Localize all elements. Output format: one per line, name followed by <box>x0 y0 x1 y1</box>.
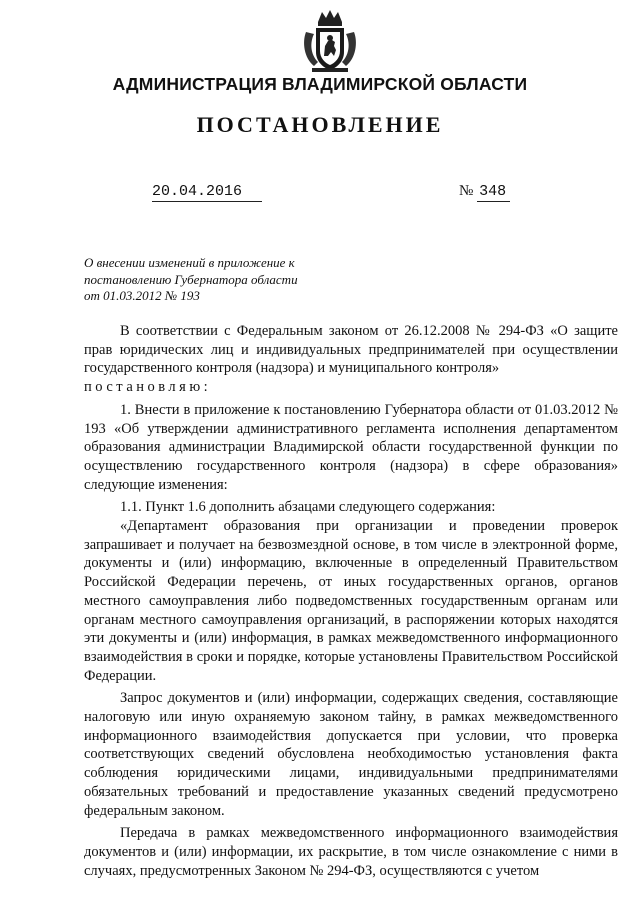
subject-line: О внесении изменений в приложение к <box>84 255 295 270</box>
document-type-title: ПОСТАНОВЛЕНИЕ <box>196 112 444 137</box>
organization-title: АДМИНИСТРАЦИЯ ВЛАДИМИРСКОЙ ОБЛАСТИ <box>112 74 528 94</box>
item-1-1-paragraph: 1.1. Пункт 1.6 дополнить абзацами следующего содержания: <box>120 499 496 516</box>
document-body <box>84 322 618 880</box>
document-subject <box>84 255 314 305</box>
item-1-paragraph: 1. Внести в приложение к постановлению Губернатора области от 01.03.2012 № 193 «Об утверждении административного регламента исполнения департаментом образования администрации Владимирской области государственной функции по осуществлению государственного контроля (надзора) в сфере образования» следующие изменения: <box>84 401 618 493</box>
number-value: 348 <box>477 183 510 202</box>
subject-line: постановлению Губернатора области <box>84 271 298 287</box>
intro-paragraph <box>84 322 618 378</box>
document-number <box>459 183 510 200</box>
quoted-paragraph-c: Передача в рамках межведомственного информационного взаимодействия документов и (или) информации, их раскрытие, в том числе ознакомление с ними в случаях, предусмотренных Законом № 294-ФЗ, осуществляются с учетом <box>84 825 618 879</box>
quoted-paragraph-a: «Департамент образования при организации и проведении проверок запрашивает и получает на безвозмездной основе, в том числе в электронной форме, документы и (или) информацию, включенные в определенный Правительством Российской Федерации перечень, от иных государственных органов, органов местного самоуправления либо подведомственных государственным органам или органам местного самоуправления организаций, в распоряжении которых находятся эти документы и (или) информация, в рамках межведомственного информационного взаимодействия в сроки и порядке, которые установлены Правительством Российской Федерации. <box>84 518 618 684</box>
decree-paragraph <box>84 378 618 397</box>
intro-text: В соответствии с Федеральным законом от 26.12.2008 № 294-ФЗ «О защите прав юридических лиц и индивидуальных предпринимателей при осуществлении государственного контроля (надзора) и муниципального контроля» <box>84 323 618 377</box>
subject-line: от 01.03.2012 № 193 <box>84 288 200 303</box>
decree-word: постановляю: <box>84 379 212 396</box>
document-date: 20.04.2016 <box>152 183 262 202</box>
quoted-paragraph-b: Запрос документов и (или) информации, содержащих сведения, составляющие налоговую или иную охраняемую законом тайну, в рамках межведомственного информационного взаимодействия допускается при условии, что проверка соответствующих сведений обусловлена необходимостью установления факта соблюдения юридическими лицами, индивидуальными предпринимателями обязательных требований и предоставление указанных сведений предусмотрено федеральным законом. <box>84 690 618 819</box>
number-prefix: № <box>459 183 474 199</box>
coat-of-arms-icon <box>298 8 362 74</box>
